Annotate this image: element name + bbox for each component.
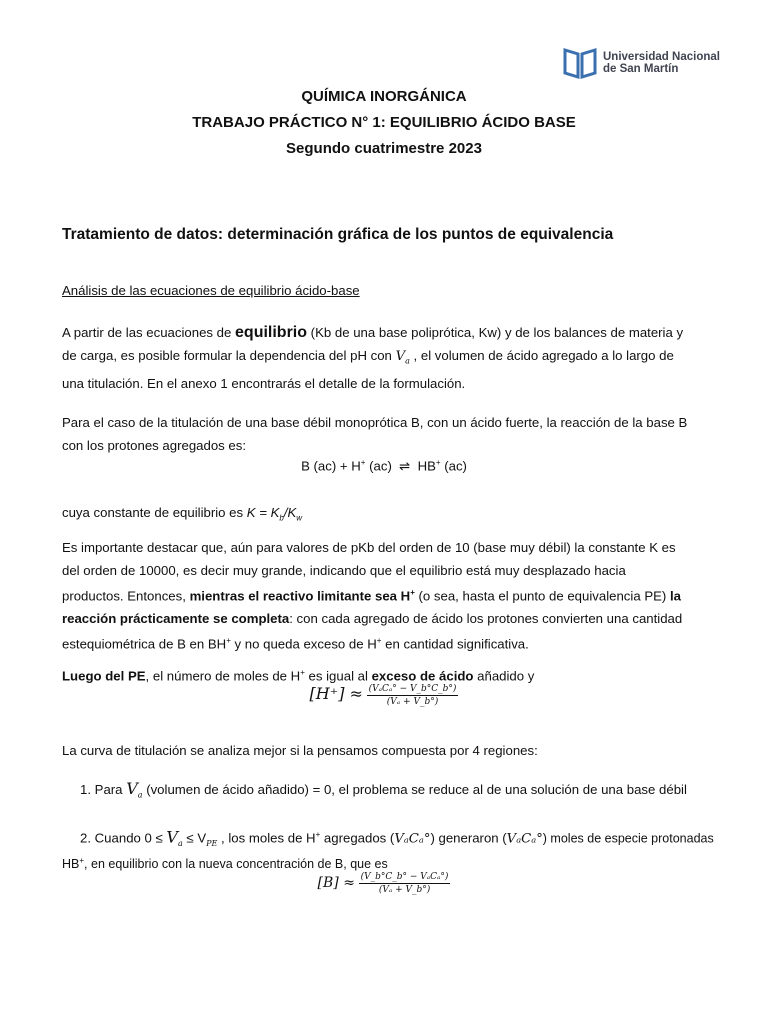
logo-text: Universidad Nacional de San Martín <box>603 51 720 75</box>
paragraph-1: A partir de las ecuaciones de equilibrio (Kb de una base poliprótica, Kw) y de los balances de materia y de carga, es posible formular la dependencia del pH con $V_a$ , el volumen de ácido agregado a lo largo de una titulación. En el anexo 1 encontrarás el detalle de la formulación. <box>62 324 684 391</box>
list-item-1: 1. Para $V_a$ (volumen de ácido añadido) = 0, el problema se reduce al de una solución de una base débil <box>80 779 687 800</box>
reaction-equation: B (ac) + H+ (ac) ⇌ HB+ (ac) <box>301 458 467 474</box>
paragraph-5: Luego del PE, el número de moles de H+ es igual al exceso de ácido añadido y <box>62 668 535 684</box>
paragraph-2: Para el caso de la titulación de una base débil monoprótica B, con un ácido fuerte, la reacción de la base B con los protones agregados es: <box>62 415 688 453</box>
paragraph-3: cuya constante de equilibrio es $K = K_b/K_w$ <box>62 505 303 523</box>
book-logo-icon <box>563 46 597 80</box>
assignment-title: TRABAJO PRÁCTICO N° 1: EQUILIBRIO ÁCIDO BASE <box>192 114 576 131</box>
paragraph-4: Es importante destacar que, aún para valores de pKb del orden de 10 (base muy débil) la constante K es del orden de 10000, es decir muy grande, indicando que el equilibrio está muy desplazado hacia productos. Entonces, mientras el reactivo limitante sea H+ (o sea, hasta el punto de equivalencia PE) la reacción prácticamente se completa: con cada agregado de ácido los protones convierten una cantidad estequiométrica de B en BH+ y no queda exceso de H+ en cantidad significativa. <box>62 540 683 652</box>
formula-h-concentration: [H⁺] ≈ $\frac{\text{(VₐCₐ° − V\_b°C\_b°)}}{\text{(Vₐ + V\_b°)}}$ <box>309 684 457 708</box>
equilibrium-arrow-icon: ⇌ <box>399 458 411 474</box>
paragraph-6: La curva de titulación se analiza mejor si la pensamos compuesta por 4 regiones: <box>62 743 538 758</box>
list-item-2: 2. Cuando $0 \le V_a \le V_{PE}$ , los moles de H+ agregados (VₐCₐ°) generaron (VₐCₐ°) moles de especie protonadas <box>80 827 714 849</box>
semester-label: Segundo cuatrimestre 2023 <box>286 140 482 157</box>
subsection-title: Análisis de las ecuaciones de equilibrio ácido-base <box>62 283 360 298</box>
formula-b-concentration: [B] ≈ $\frac{\text{(V\_b°C\_b° − VₐCₐ°)}}{\text{(Vₐ + V\_b°)}}$ <box>317 872 449 895</box>
section-title: Tratamiento de datos: determinación gráfica de los puntos de equivalencia <box>62 226 614 243</box>
university-logo <box>563 46 720 80</box>
list-item-2-continuation: HB+, en equilibrio con la nueva concentración de B, que es <box>62 856 388 872</box>
course-title: QUÍMICA INORGÁNICA <box>301 88 467 105</box>
